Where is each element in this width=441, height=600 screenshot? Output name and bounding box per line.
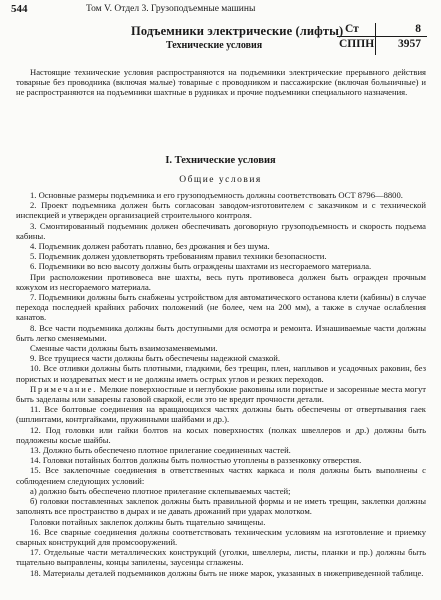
paragraph: 6. Подъемники во всю высоту должны быть ограждены шахтами из несгораемого материала.	[30, 261, 372, 272]
paragraph: Сменные части должны быть взаимозаменяемыми.	[30, 343, 218, 354]
paragraph: 8. Все части подъемника должны быть доступными для осмотра и ремонта. Изнашиваемые части должны быть легко сменяемыми.	[16, 322, 426, 343]
paragraph: 7. Подъемники должны быть снабжены устройством для автоматического останова клети (кабины) в случае перехода последней крайних рабочих положений (не более, чем на 200 мм), а также в случае ослабления канатов.	[16, 292, 427, 323]
standard-series-label: СППН	[339, 38, 375, 50]
paragraph: 17. Отдельные части металлических конструкций (уголки, швеллеры, листы, планки и пр.) должны быть тщательно выправлены, концы запилены, заусенцы сглажены.	[16, 547, 426, 568]
standard-divider	[337, 36, 427, 37]
paragraph: 4. Подъемник должен работать плавно, без дрожания и без шума.	[30, 241, 270, 252]
paragraph: 2. Проект подъемника должен быть согласован заводом-изготовителем с заказчиком и с технической инспекцией и утвержден организацией строительного контроля.	[16, 200, 426, 221]
page-number: 544	[11, 3, 28, 15]
paragraph: Головки потайных заклепок должны быть тщательно зачищены.	[30, 516, 266, 527]
note-paragraph	[16, 384, 426, 404]
document-title: Подъемники электрические (лифты)	[131, 24, 344, 38]
standard-code-number: 8	[415, 23, 421, 35]
intro-text: Настоящие технические условия распространяются на подъемники электрические прерывного действия товарные без проводника (включая малые) товарные с проводником и пассажирские (включая больничные) и не распространяются на подъемники шахтные в рудниках и прочие подъемники специального назначения.	[16, 67, 426, 98]
paragraph: 9. Все трущиеся части должны быть обеспечены надежной смазкой.	[30, 353, 281, 364]
paragraph: б) головки поставленных заклепок должны быть правильной формы и не иметь трещин, заклепки должны заполнять все пространство в дырах и не давать дрожаний при ударах молотком.	[16, 496, 426, 517]
paragraph: 10. Все отливки должны быть плотными, гладкими, без трещин, плен, наплывов и усадочных раковин, без пористых и ноздреватых мест и не должны иметь острых углов и резких переходов.	[16, 363, 426, 384]
standard-designation	[337, 23, 427, 50]
running-head: Том V. Отдел 3. Грузоподъемные машины	[86, 4, 256, 14]
note-text: Мелкие поверхностные и неглубокие раковины или пористые и засоренные места могут быть заделаны или заварены газовой сваркой, если это не вредит прочности детали.	[16, 383, 426, 405]
paragraph: 11. Все болтовые соединения на вращающихся частях должны быть обеспечены от отвертывания гаек (шплинтами, контргайками, пружинными шайбами и др.).	[16, 404, 426, 425]
paragraph: а) должно быть обеспечено плотное прилегание склепываемых частей;	[30, 485, 291, 496]
paragraph: 18. Материалы деталей подъемников должны быть не ниже марок, указанных в нижеприведенной таблице.	[30, 567, 424, 578]
paragraph: 13. Должно быть обеспечено плотное прилегание соединенных частей.	[30, 445, 291, 456]
standard-series-number: 3957	[398, 38, 421, 50]
section-title: I. Технические условия	[165, 155, 276, 166]
paragraph: При расположении противовеса вне шахты, весь путь противовеса должен быть огражден прочным кожухом из несгораемого материала.	[16, 271, 426, 292]
paragraph: 16. Все сварные соединения должны соответствовать техническим условиям на изготовление и приемку сварных конструкций для промсооружений.	[16, 526, 426, 547]
subsection-title: Общие условия	[179, 175, 262, 185]
conditions-list	[16, 190, 426, 578]
document-subtitle: Технические условия	[166, 40, 263, 51]
note-label: Примечание.	[30, 383, 98, 394]
standard-vertical-rule	[375, 23, 376, 55]
paragraph: 14. Головки потайных болтов должны быть полностью утоплены в раззенковку отверстия.	[30, 455, 362, 466]
standard-code-label: Ст	[345, 23, 359, 35]
paragraph: 3. Смонтированный подъемник должен обеспечивать договорную грузоподъемность и скорость подъема кабины.	[16, 220, 426, 241]
paragraph: 15. Все заклепочные соединения в ответственных частях каркаса и поля должны быть выполнены с соблюдением следующих условий:	[16, 465, 426, 486]
intro-paragraph	[16, 67, 426, 98]
paragraph: 1. Основные размеры подъемника и его грузоподъемность должны соответствовать ОСТ 8796—8800.	[30, 190, 403, 200]
paragraph: 5. Подъемник должен удовлетворять требованиям правил техники безопасности.	[30, 251, 327, 262]
paragraph: 12. Под головки или гайки болтов на косых поверхностях (полках швеллеров и др.) должны быть подложены косые шайбы.	[16, 424, 426, 445]
